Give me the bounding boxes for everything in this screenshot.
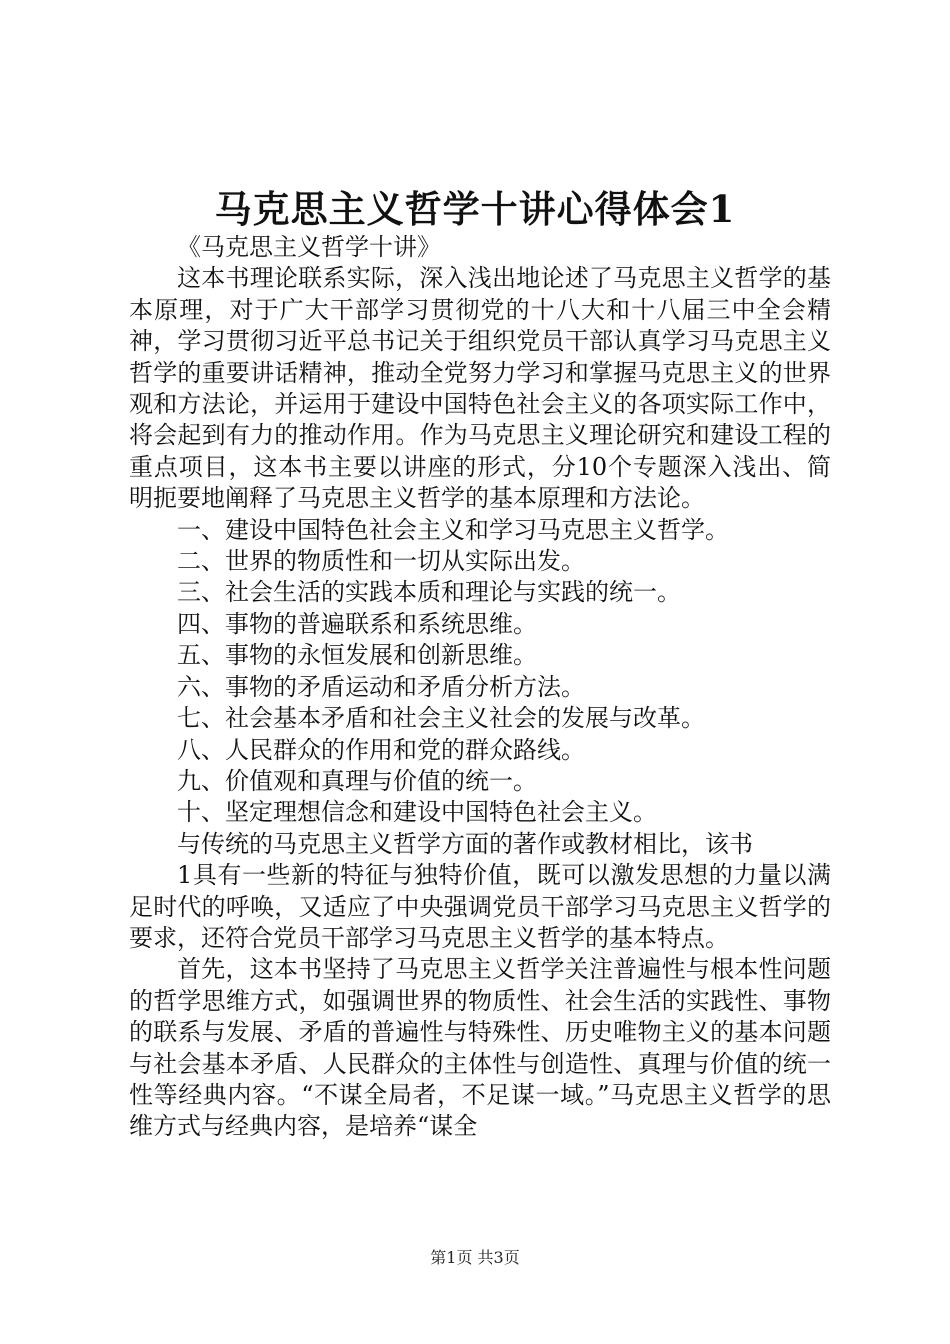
list-item-topic-2: 二、世界的物质性和一切从实际出发。 xyxy=(177,547,585,576)
list-item-topic-6: 六、事物的矛盾运动和矛盾分析方法。 xyxy=(177,672,585,701)
list-item-topic-10: 十、坚定理想信念和建设中国特色社会主义。 xyxy=(177,798,657,827)
document-body xyxy=(129,232,831,1143)
paragraph-book-title: 《马克思主义哲学十讲》 xyxy=(177,233,441,261)
list-item-topic-7: 七、社会基本矛盾和社会主义社会的发展与改革。 xyxy=(177,704,705,733)
paragraph-comparison: 与传统的马克思主义哲学方面的著作或教材相比，该书 xyxy=(177,829,753,858)
list-item-topic-1: 一、建设中国特色社会主义和学习马克思主义哲学。 xyxy=(177,515,729,544)
list-item-topic-8: 八、人民群众的作用和党的群众路线。 xyxy=(177,735,585,764)
list-item-topic-5: 五、事物的永恒发展和创新思维。 xyxy=(177,641,537,670)
list-item-topic-4: 四、事物的普遍联系和系统思维。 xyxy=(177,609,537,638)
page-footer: 第1页 共3页 xyxy=(430,1248,520,1267)
list-item-topic-9: 九、价值观和真理与价值的统一。 xyxy=(177,766,537,795)
paragraph-first-point: 首先，这本书坚持了马克思主义哲学关注普遍性与根本性问题的哲学思维方式，如强调世界的物质性、社会生活的实践性、事物的联系与发展、矛盾的普遍性与特殊性、历史唯物主义的基本问题与社会基本矛盾、人民群众的主体性与创造性、真理与价值的统一性等经典内容。“不谋全局者，不足谋一域。”马克思主义哲学的思维方式与经典内容，是培养“谋全 xyxy=(129,955,831,1141)
list-item-topic-3: 三、社会生活的实践本质和理论与实践的统一。 xyxy=(177,578,681,607)
document-title: 马克思主义哲学十讲心得体会1 xyxy=(214,187,736,231)
paragraph-intro: 这本书理论联系实际，深入浅出地论述了马克思主义哲学的基本原理，对于广大干部学习贯彻党的十八大和十八届三中全会精神，学习贯彻习近平总书记关于组织党员干部认真学习马克思主义哲学的重要讲话精神，推动全党努力学习和掌握马克思主义的世界观和方法论，并运用于建设中国特色社会主义的各项实际工作中，将会起到有力的推动作用。作为马克思主义理论研究和建设工程的重点项目，这本书主要以讲座的形式，分10个专题深入浅出、简明扼要地阐释了马克思主义哲学的基本原理和方法论。 xyxy=(129,264,831,513)
paragraph-features: 1具有一些新的特征与独特价值，既可以激发思想的力量以满足时代的呼唤，又适应了中央强调党员干部学习马克思主义哲学的要求，还符合党员干部学习马克思主义哲学的基本特点。 xyxy=(129,861,831,952)
